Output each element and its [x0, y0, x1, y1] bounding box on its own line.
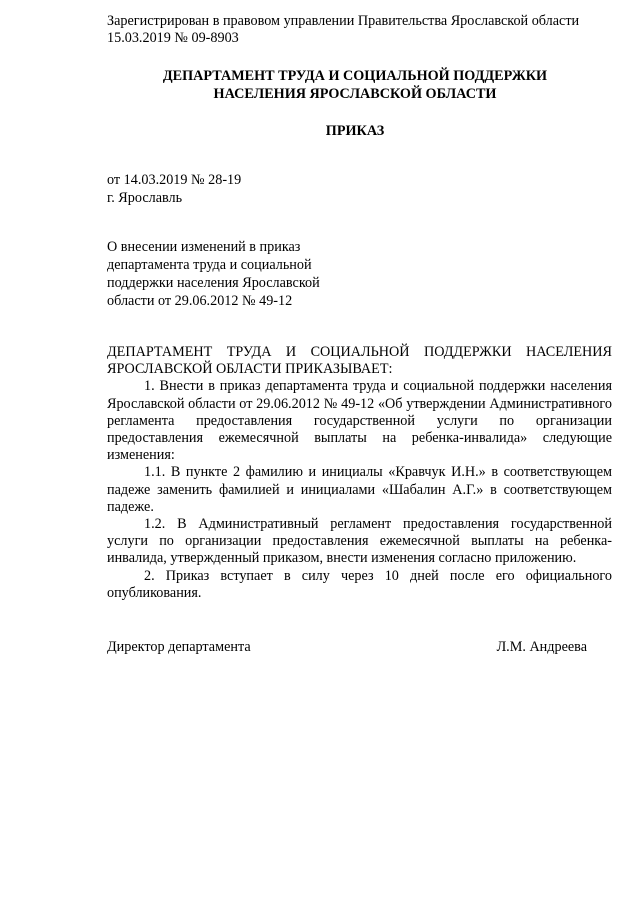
order-city: г. Ярославль: [107, 190, 183, 206]
order-subject: [107, 238, 367, 310]
signatory-role: Директор департамента: [107, 639, 251, 655]
department-heading-line-1: ДЕПАРТАМЕНТ ТРУДА И СОЦИАЛЬНОЙ ПОДДЕРЖКИ: [162, 68, 548, 84]
body-item-1-1: 1.1. В пункте 2 фамилию и инициалы «Кравчук И.Н.» в соответствующем падеже заменить фамилией и инициалами «Шабалин А.Г.» в соответствующем падеже.: [107, 464, 612, 515]
department-heading-line-2: НАСЕЛЕНИЯ ЯРОСЛАВСКОЙ ОБЛАСТИ: [213, 86, 497, 102]
body-item-1-2: 1.2. В Административный регламент предоставления государственной услуги по организации предоставления ежемесячной выплаты на ребенка-инвалида, утвержденный приказом, внести изменения согласно приложению.: [107, 516, 612, 567]
subject-line: О внесении изменений в приказ: [107, 239, 301, 255]
registration-stamp: [107, 13, 617, 47]
body-preamble: ДЕПАРТАМЕНТ ТРУДА И СОЦИАЛЬНОЙ ПОДДЕРЖКИ НАСЕЛЕНИЯ ЯРОСЛАВСКОЙ ОБЛАСТИ ПРИКАЗЫВАЕТ:: [107, 344, 612, 378]
body-item-1: 1. Внести в приказ департамента труда и социальной поддержки населения Ярославской области от 29.06.2012 № 49-12 «Об утверждении Административного регламента предоставления государственной услуги по организации предоставления ежемесячной выплаты на ребенка-инвалида» следующие изменения:: [107, 378, 612, 464]
order-details: [107, 171, 241, 207]
signatory-name: Л.М. Андреева: [496, 639, 587, 655]
subject-line: поддержки населения Ярославской: [107, 275, 320, 291]
registration-number: 15.03.2019 № 09-8903: [107, 30, 239, 46]
body-item-2: 2. Приказ вступает в силу через 10 дней после его официального опубликования.: [107, 567, 612, 601]
subject-line: департамента труда и социальной: [107, 257, 312, 273]
subject-line: области от 29.06.2012 № 49-12: [107, 293, 293, 309]
department-heading: [100, 67, 610, 103]
document-type-heading: ПРИКАЗ: [325, 123, 385, 139]
order-date-number: от 14.03.2019 № 28-19: [107, 172, 242, 188]
registration-line: Зарегистрирован в правовом управлении Правительства Ярославской области: [107, 13, 580, 29]
order-body: [107, 344, 612, 602]
